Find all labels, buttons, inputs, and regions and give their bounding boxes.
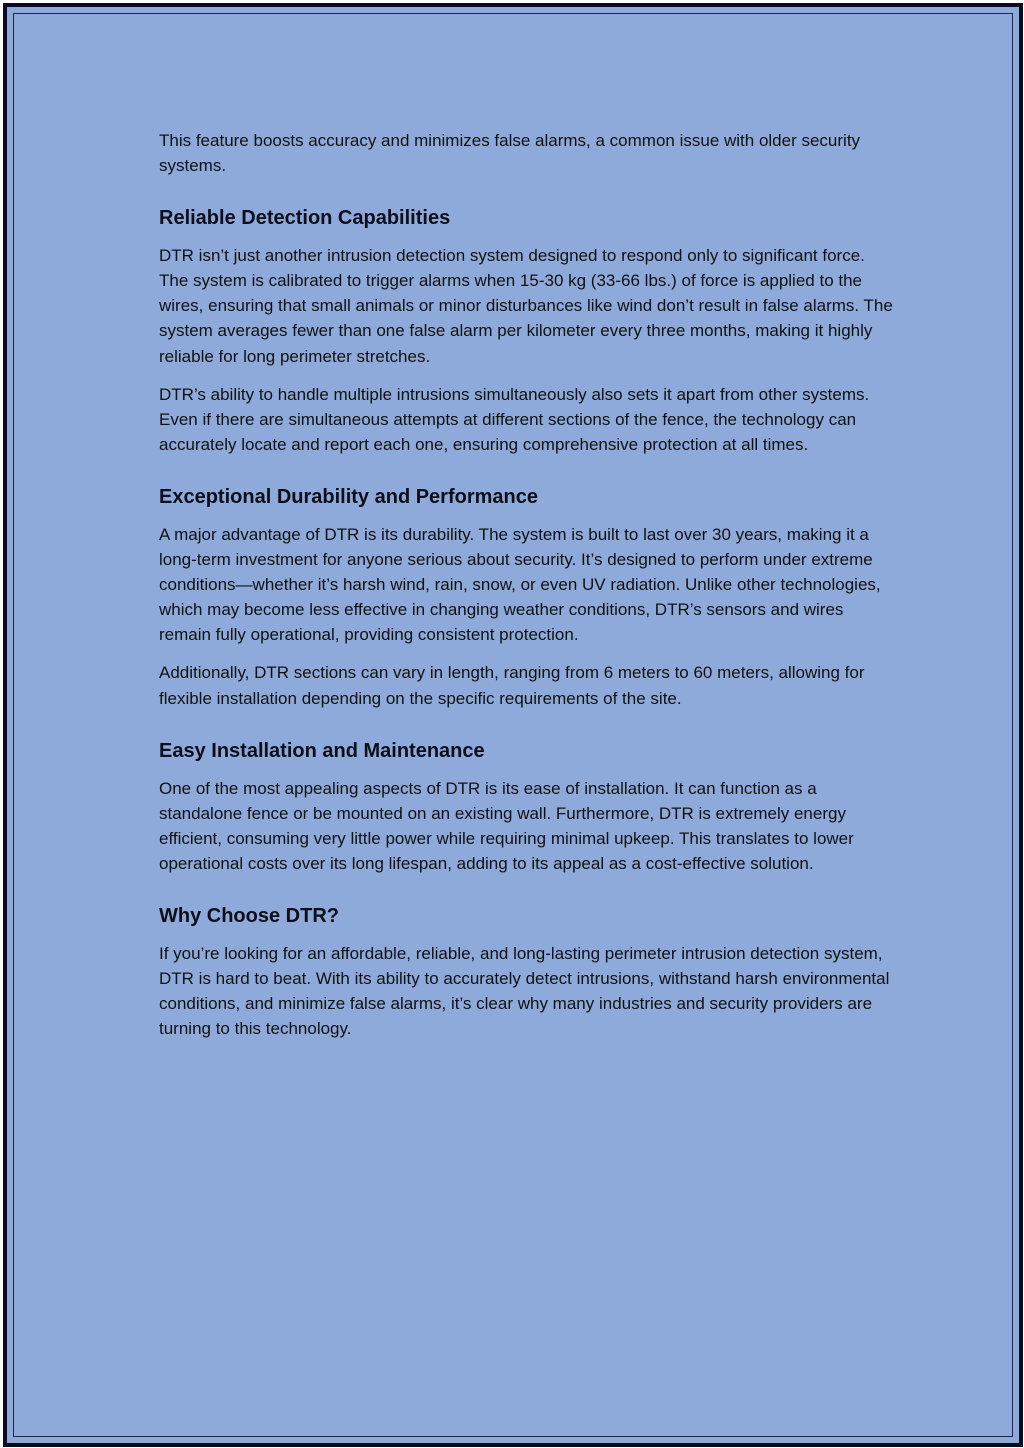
section-heading-reliable-detection: Reliable Detection Capabilities [159, 207, 451, 230]
section-paragraph: Additionally, DTR sections can vary in length, ranging from 6 meters to 60 meters, allowing for flexible installation depending on the specific requirements of the site. [159, 663, 865, 708]
section-paragraph: If you’re looking for an affordable, reliable, and long-lasting perimeter intrusion detection system, DTR is hard to beat. With its ability to accurately detect intrusions, withstand harsh environmental conditions, and minimize false alarms, it’s clear why many industries and security providers are turning to this technology. [159, 943, 890, 1039]
section-paragraph: A major advantage of DTR is its durability. The system is built to last over 30 years, making it a long-term investment for anyone serious about security. It’s designed to perform under extreme conditions—whether it’s harsh wind, rain, snow, or even UV radiation. Unlike other technologies, which may become less effective in changing weather conditions, DTR’s sensors and wires remain fully operational, providing consistent protection. [159, 524, 881, 645]
section-heading-durability: Exceptional Durability and Performance [159, 485, 538, 508]
section-paragraph: DTR’s ability to handle multiple intrusions simultaneously also sets it apart from other systems. Even if there are simultaneous attempts at different sections of the fence, the technology can accurately locate and report each one, ensuring comprehensive protection at all times. [159, 384, 870, 454]
section-heading-why-choose: Why Choose DTR? [159, 904, 339, 927]
intro-paragraph: This feature boosts accuracy and minimizes false alarms, a common issue with older security systems. [159, 131, 861, 176]
page-inner-frame [13, 13, 1013, 1437]
document-body [159, 128, 894, 1054]
section-paragraph: DTR isn’t just another intrusion detection system designed to respond only to significant force. The system is calibrated to trigger alarms when 15-30 kg (33-66 lbs.) of force is applied to the wires, ensuring that small animals or minor disturbances like wind don’t result in false alarms. The system averages fewer than one false alarm per kilometer every three months, making it highly reliable for long perimeter stretches. [159, 246, 893, 366]
section-heading-installation: Easy Installation and Maintenance [159, 739, 485, 762]
document-page [3, 3, 1023, 1447]
section-paragraph: One of the most appealing aspects of DTR is its ease of installation. It can function as a standalone fence or be mounted on an existing wall. Furthermore, DTR is extremely energy efficient, consuming very little power while requiring minimal upkeep. This translates to lower operational costs over its long lifespan, adding to its appeal as a cost-effective solution. [159, 778, 854, 873]
